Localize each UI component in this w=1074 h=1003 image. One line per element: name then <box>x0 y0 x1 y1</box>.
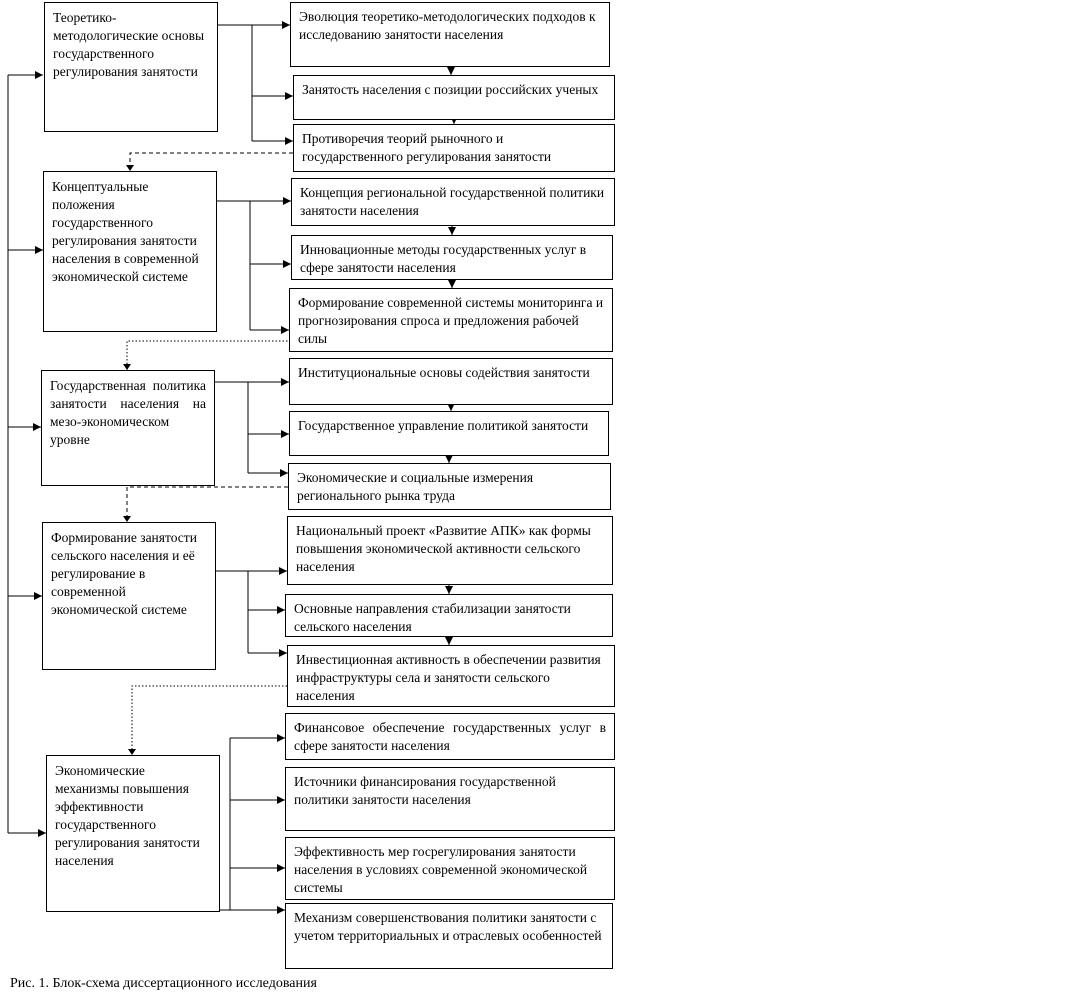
item-box-1-3: Противоречия теорий рыночного и государственного регулирования занятости <box>293 124 615 172</box>
section-box-5: Экономические механизмы повышения эффективности государственного регулирования занятости населения <box>46 755 220 912</box>
item-box-1-1: Эволюция теоретико-методологических подходов к исследованию занятости населения <box>290 2 610 67</box>
item-box-5-3: Эффективность мер госрегулирования занятости населения в условиях современной экономической системы <box>285 837 615 900</box>
figure-caption: Рис. 1. Блок-схема диссертационного исследования <box>10 976 317 991</box>
item-box-3-2: Государственное управление политикой занятости <box>289 411 609 456</box>
item-box-2-1: Концепция региональной государственной политики занятости населения <box>291 178 615 226</box>
item-box-4-2: Основные направления стабилизации занятости сельского населения <box>285 594 613 637</box>
item-box-3-1: Институциональные основы содействия занятости <box>289 358 613 405</box>
item-box-1-2: Занятость населения с позиции российских ученых <box>293 75 615 120</box>
item-box-5-4: Механизм совершенствования политики занятости с учетом территориальных и отраслевых особенностей <box>285 903 613 969</box>
item-box-3-3: Экономические и социальные измерения регионального рынка труда <box>288 463 611 510</box>
item-box-2-3: Формирование современной системы мониторинга и прогнозирования спроса и предложения рабочей силы <box>289 288 613 352</box>
section-box-2: Концептуальные положения государственного регулирования занятости населения в современной экономической системе <box>43 171 217 332</box>
section-box-1: Теоретико-методологические основы государственного регулирования занятости <box>44 2 218 132</box>
item-box-4-1: Национальный проект «Развитие АПК» как формы повышения экономической активности сельского населения <box>287 516 613 585</box>
item-box-5-1: Финансовое обеспечение государственных услуг в сфере занятости населения <box>285 713 615 760</box>
item-box-4-3: Инвестиционная активность в обеспечении развития инфраструктуры села и занятости сельского населения <box>287 645 615 707</box>
item-box-2-2: Инновационные методы государственных услуг в сфере занятости населения <box>291 235 613 280</box>
section-box-3: Государственная политика занятости населения на мезо-экономическом уровне <box>41 370 215 486</box>
section-box-4: Формирование занятости сельского населения и её регулирование в современной экономической системе <box>42 522 216 670</box>
item-box-5-2: Источники финансирования государственной политики занятости населения <box>285 767 615 831</box>
